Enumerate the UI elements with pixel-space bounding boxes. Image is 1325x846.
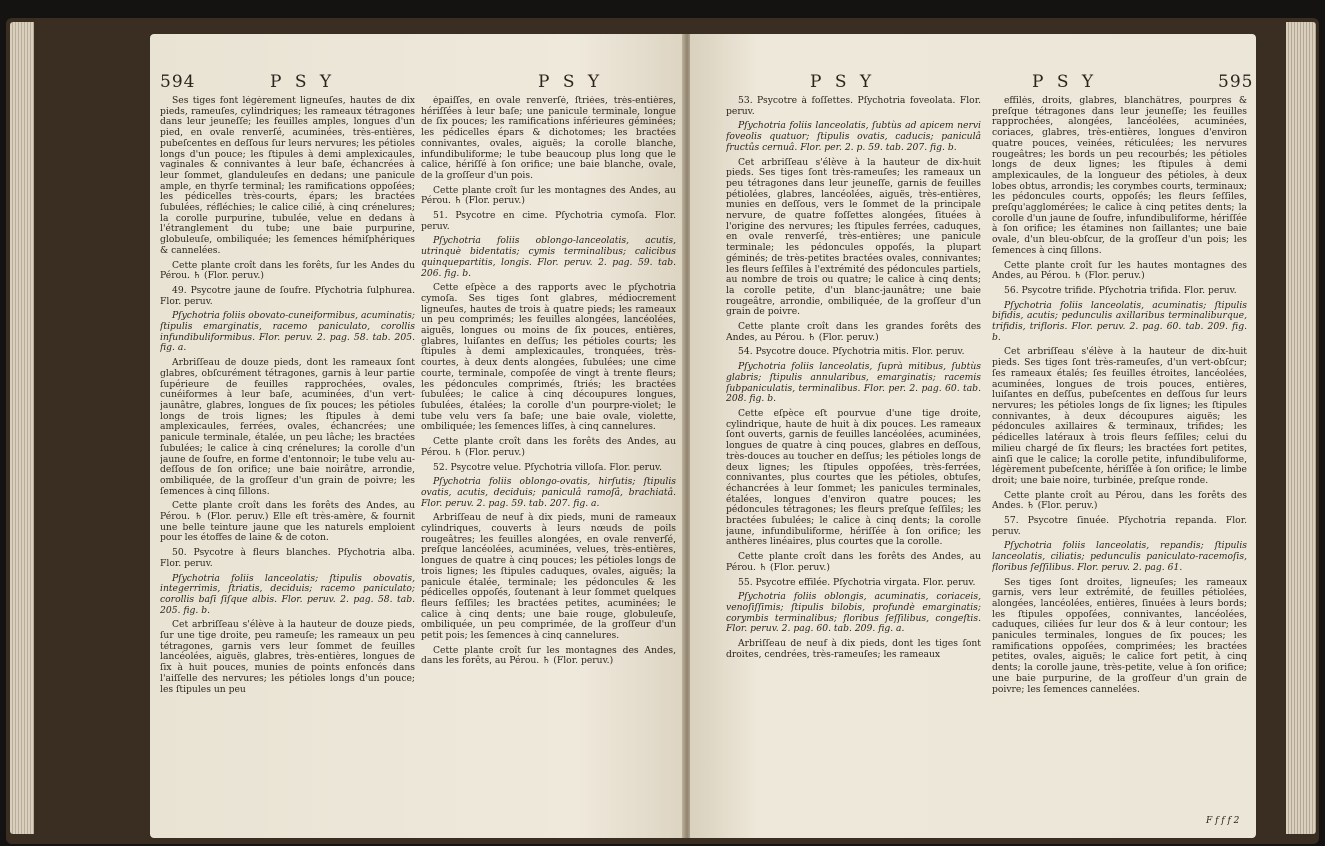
text-paragraph: Pſychotria foliis oblongis, acuminatis, coriaceis, venoſiſſimis; ſtipulis bilobis, profundè emarginatis; corymbis terminalibus; floribus ſeſſilibus, congeſtis. Flor. peruv. 2. pag. 60. tab. 209. fig. a. [726,591,981,635]
text-paragraph: Pſychotria foliis oblongo-lanceolatis, acutis, utrinquè bidentatis; cymis terminalibus; calicibus quinquepartitis, longis. Flor. peruv. 2. pag. 59. tab. 206. fig. b. [421,235,676,279]
left-running-head-b: P S Y [538,72,604,92]
right-page-number: 595 [1218,72,1254,92]
text-paragraph: Cet arbriſſeau s'élève à la hauteur de douze pieds, ſur une tige droite, peu rameuſe; les rameaux un peu tétragones, garnis vers leur ſommet de feuilles lancéolées, aiguës, glabres, très-entières, longues de ſix à huit pouces, munies de points enfoncés dans l'aiſſelle des nervures; les pétioles longs d'un pouce; les ſtipules un peu [160,619,415,695]
right-running-head-a: P S Y [810,72,876,92]
text-paragraph: 51. Psycotre en cime. Pſychotria cymoſa. Flor. peruv. [421,210,676,232]
signature-mark: F f f f 2 [1206,816,1240,826]
page-edges-left [10,22,34,834]
text-paragraph: Pſychotria foliis lanceolatis, ſuprà mitibus, ſubtùs glabris; ſtipulis annularibus, emarginatis; racemis ſubpaniculatis, terminalibus. Flor. per. 2. pag. 60. tab. 208. fig. b. [726,361,981,405]
text-paragraph: Arbriſſeau de douze pieds, dont les rameaux ſont glabres, obſcurément tétragones, garnis à leur partie ſupérieure de feuilles rapprochées, ovales, cunéiformes à leur baſe, acuminées, d'un vert-jaunâtre, glabres, longues de ſix pouces; les pétioles longs de trois lignes; les ſtipules à demi amplexicaules, ferrées, ovales, échancrées; une panicule terminale, étalée, un peu lâche; les bractées ſubulées; le calice à cinq crénelures; la corolle d'un jaune de ſoufre, en forme d'entonnoir; le tube velu au-deſſous de ſon orifice; une baie noirâtre, arrondie, ombiliquée, de la groſſeur d'un grain de poivre; les ſemences à cinq ſillons. [160,357,415,497]
text-paragraph: épaiſſes, en ovale renverſé, ſtriées, très-entières, hériſſées à leur baſe; une panicule terminale, longue de ſix pouces; les ramifications inférieures géminées; les pédicelles épars & dichotomes; les bractées connivantes, ovales, aiguës; la corolle blanche, infundibuliforme; le tube beaucoup plus long que le calice, hériſſé à ſon orifice; une baie blanche, ovale, de la groſſeur d'un pois. [421,96,676,181]
text-paragraph: Cette plante croît ſur les montagnes des Andes, au Pérou. ♄ (Flor. peruv.) [421,184,676,207]
text-paragraph: Cette plante croît dans les forêts des Andes, au Pérou. ♄ (Flor. peruv.) [421,436,676,458]
text-paragraph: Pſychotria foliis obovato-cuneiformibus, acuminatis; ſtipulis emarginatis, racemo paniculato, corollis infundibuliformibus. Flor. peruv. 2. pag. 58. tab. 205. fig. a. [160,310,415,354]
text-paragraph: Pſychotria foliis lanceolatis, ſubtùs ad apicem nervi foveolis quatuor; ſtipulis ovatis, caducis; paniculâ fructûs cernuâ. Flor. per. 2. p. 59. tab. 207. fig. b. [726,120,981,153]
text-paragraph: effilés, droits, glabres, blanchâtres, pourpres & preſque tétragones dans leur jeuneſſe; les feuilles rapprochées, alongées, lancéolées, acuminées, coriaces, glabres, très-entières, longues d'environ quatre pouces, veinées, réticulées; les nervures rougeâtres; les bords un peu recourbés; les pétioles longs de deux lignes; les ſtipules à demi amplexicaules, de la longueur des pétioles, à deux lobes obtus, arrondis; les corymbes courts, terminaux; les pédoncules courts, oppoſés; les fleurs ſeſſiles, preſqu'agglomérées; le calice à cinq petites dents; la corolle d'un jaune de ſoufre, infundibuliforme, hériſſée à ſon orifice; les étamines non ſaillantes; une baie ovale, d'un bleu-obſcur, de la groſſeur d'un pois; les ſemences à cinq ſillons. [992,96,1247,256]
right-running-head-b: P S Y [1032,72,1098,92]
text-paragraph: 50. Psycotre à fleurs blanches. Pſychotria alba. Flor. peruv. [160,547,415,569]
right-page [690,34,1256,838]
text-paragraph: Cette plante croît au Pérou, dans les forêts des Andes. ♄ (Flor. peruv.) [992,489,1247,512]
right-column-2 [992,96,1247,814]
text-paragraph: Ses tiges ſont droites, ligneuſes; les rameaux garnis, vers leur extrémité, de feuilles pétiolées, alongées, lancéolées, entières, ſinuées à leurs bords; les ſtipules oppoſées, connivantes, lancéolées, caduques, ciliées ſur leur dos & à leur contour; les panicules terminales, longues de ſix pouces; les ramifications oppoſées, comprimées; les bractées petites, ovales, aiguës; le calice fort petit, à cinq dents; la corolle jaune, très-petite, velue à ſon orifice; une baie purpurine, de la groſſeur d'un grain de poivre; les ſemences cannelées. [992,576,1247,695]
text-paragraph: Cette plante croît dans les grandes forêts des Andes, au Pérou. ♄ (Flor. peruv.) [726,321,981,343]
text-paragraph: 57. Psycotre ſinuée. Pſychotria repanda. Flor. peruv. [992,515,1247,537]
text-paragraph: Cet arbriſſeau s'élève à la hauteur de dix-huit pieds. Ses tiges ſont très-rameuſes; les rameaux un peu tétragones dans leur jeuneſſe, garnis de feuilles pétiolées, glabres, lancéolées, aiguës, très-entières, munies en deſſous, vers le ſommet de la principale nervure, de quatre foſſettes alongées, ſituées à l'origine des nervures; les ſtipules ferrées, caduques, en ovale renverſé, très-entières; une panicule terminale; les pédoncules oppoſés, la plupart géminés; de très-petites bractées ovales, connivantes; les fleurs ſeſſiles à l'extrémité des pédoncules partiels, au nombre de trois ou quatre; le calice à cinq dents; la corolle petite, d'un blanc-jaunâtre; une baie rougeâtre, arrondie, ombiliquée, de la groſſeur d'un grain de poivre. [726,156,981,318]
text-paragraph: Arbriſſeau de neuf à dix pieds, dont les tiges ſont droites, cendrées, très-rameuſes; les rameaux [726,638,981,660]
text-paragraph: Cette eſpèce a des rapports avec le pſychotria cymoſa. Ses tiges ſont glabres, médiocrement ligneuſes, hautes de trois à quatre pieds; les rameaux un peu comprimés; les feuilles alongées, lancéolées, aiguës, longues ou moins de ſix pouces, entières, glabres, luiſantes en deſſus; les pétioles courts; les ſtipules à demi amplexicaules, tronquées, très-courtes, à deux dents alongées, ſubulées; une cime courte, terminale, compoſée de vingt à trente fleurs; les pédoncules comprimés, ſtriés; les bractées ſubulées; le calice à cinq découpures longues, ſubulées, étalées; la corolle d'un pourpre-violet; le tube velu vers ſa baſe; une baie ovale, violette, ombiliquée; les ſemences liſſes, à cinq cannelures. [421,282,676,433]
text-paragraph: Cette plante croît dans les forêts des Andes, au Pérou. ♄ (Flor. peruv.) Elle eſt très-amère, & fournit une belle teinture jaune que les naturels emploient pour les étoffes de laine & de coton. [160,500,415,544]
text-paragraph: Cette plante croît ſur les hautes montagnes des Andes, au Pérou. ♄ (Flor. peruv.) [992,259,1247,282]
text-paragraph: Cette plante croît dans les forêts, ſur les Andes du Pérou. ♄ (Flor. peruv.) [160,259,415,282]
text-paragraph: Pſychotria foliis oblongo-ovatis, hirſutis; ſtipulis ovatis, acutis, deciduis; paniculâ ramoſâ, brachiatâ. Flor. peruv. 2. pag. 59. tab. 207. fig. a. [421,476,676,509]
text-paragraph: Pſychotria foliis lanceolatis, acuminatis; ſtipulis bifidis, acutis; pedunculis axillaribus terminaliburque, trifidis, trifloris. Flor. peruv. 2. pag. 60. tab. 209. fig. b. [992,299,1247,343]
text-paragraph: Ses tiges font légèrement ligneuſes, hautes de dix pieds, rameuſes, cylindriques; les rameaux tétragones dans leur jeuneſſe; les feuilles amples, longues d'un pied, en ovale renverſé, acuminées, très-entières, pubeſcentes en deſſous ſur leurs nervures; les pétioles longs d'un pouce; les ſtipules à demi amplexicaules, vaginales & connivantes à leur baſe, échancrées à leur ſommet, glanduleuſes en dedans; une panicule ample, en thyrſe terminal; les ramifications oppoſées; les pédicelles très-courts, épars; les bractées ſubulées, réfléchies; le calice cilié, à cinq crénelures; la corolle purpurine, tubulée, velue en dedans à l'étranglement du tube; une baie purpurine, globuleuſe, ombiliquée; les ſemences hémiſphériques & cannelées. [160,96,415,256]
text-paragraph: Arbriſſeau de neuf à dix pieds, muni de rameaux cylindriques, couverts à leurs nœuds de poils rougeâtres; les feuilles alongées, en ovale renverſé, preſque lancéolées, acuminées, velues, très-entières, longues de quatre à cinq pouces; les pétioles longs de trois lignes; les ſtipules caduques, ovales, aiguës; la panicule étalée, terminale; les pédoncules & les pédicelles oppoſés, ſoutenant à leur ſommet quelques fleurs ſeſſiles; les bractées petites, acuminées; le calice à cinq dents; une baie rouge, globuleuſe, ombiliquée, un peu comprimée, de la groſſeur d'un petit pois; les ſemences à cinq cannelures. [421,512,676,642]
text-paragraph: 55. Psycotre effilée. Pſychotria virgata. Flor. peruv. [738,576,976,588]
left-column-2 [421,96,676,826]
left-column-1 [160,96,415,826]
left-running-header [150,72,684,94]
right-column-1 [726,96,981,826]
text-paragraph: 53. Psycotre à foſſettes. Pſychotria foveolata. Flor. peruv. [726,96,981,117]
text-paragraph: Pſychotria foliis lanceolatis, repandis; ſtipulis lanceolatis, ciliatis; pedunculis paniculato-racemoſis, floribus ſeſſilibus. Flor. peruv. 2. pag. 61. [992,540,1247,573]
left-page-number: 594 [160,72,196,92]
left-running-head-a: P S Y [270,72,336,92]
left-page [150,34,684,838]
text-paragraph: Cet arbriſſeau s'élève à la hauteur de dix-huit pieds. Ses tiges ſont très-rameuſes, d'un vert-obſcur; ſes rameaux étalés; ſes feuilles étroites, lancéolées, acuminées, longues de trois pouces, entières, luiſantes en deſſus, pubeſcentes en deſſous ſur leurs nervures; les pétioles longs de ſix lignes; les ſtipules connivantes, à deux découpures aiguës; les pédoncules axillaires & terminaux, trifides; les pédicelles latéraux à trois fleurs ſeſſiles; celui du milieu chargé de ſix fleurs; les bractées fort petites, ainſi que le calice; la corolle petite, infundibuliforme, légèrement pubeſcente, hériſſée à ſon orifice; le limbe droit; une baie noire, turbinée, preſque ronde. [992,346,1247,486]
text-paragraph: Cette eſpèce eſt pourvue d'une tige droite, cylindrique, haute de huit à dix pouces. Les rameaux ſont ouverts, garnis de feuilles lancéolées, acuminées, longues de quatre à cinq pouces, glabres en deſſous, très-douces au toucher en deſſus; les pétioles longs de deux lignes; les ſtipules oppoſées, très-ferrées, connivantes, plus courtes que les pétioles, obtuſes, échancrées à leur ſommet; les panicules terminales, étalées, longues d'environ quatre pouces; les pédoncules tétragones; les fleurs preſque ſeſſiles; les bractées ſubulées; le calice à cinq dents; la corolle jaune, infundibuliforme, hériſſée à ſon orifice; les anthères linéaires, plus courtes que la corolle. [726,407,981,548]
text-paragraph: Pſychotria foliis lanceolatis; ſtipulis obovatis, integerrimis, ſtriatis, deciduis; racemo paniculato; corollis baſi ſiſque albis. Flor. peruv. 2. pag. 58. tab. 205. fig. b. [160,572,415,616]
text-paragraph: 49. Psycotre jaune de ſoufre. Pſychotria ſulphurea. Flor. peruv. [160,284,415,307]
text-paragraph: 56. Psycotre trifide. Pſychotria trifida. Flor. peruv. [1004,284,1237,296]
text-paragraph: 54. Psycotre douce. Pſychotria mitis. Flor. peruv. [738,346,965,358]
text-paragraph: 52. Psycotre velue. Pſychotria villoſa. Flor. peruv. [433,461,663,473]
text-paragraph: Cette plante croît ſur les montagnes des Andes, dans les forêts, au Pérou. ♄ (Flor. peruv.) [421,644,676,667]
text-paragraph: Cette plante croît dans les forêts des Andes, au Pérou. ♄ (Flor. peruv.) [726,551,981,573]
page-edges-right [1286,22,1316,834]
right-running-header [690,72,1256,94]
